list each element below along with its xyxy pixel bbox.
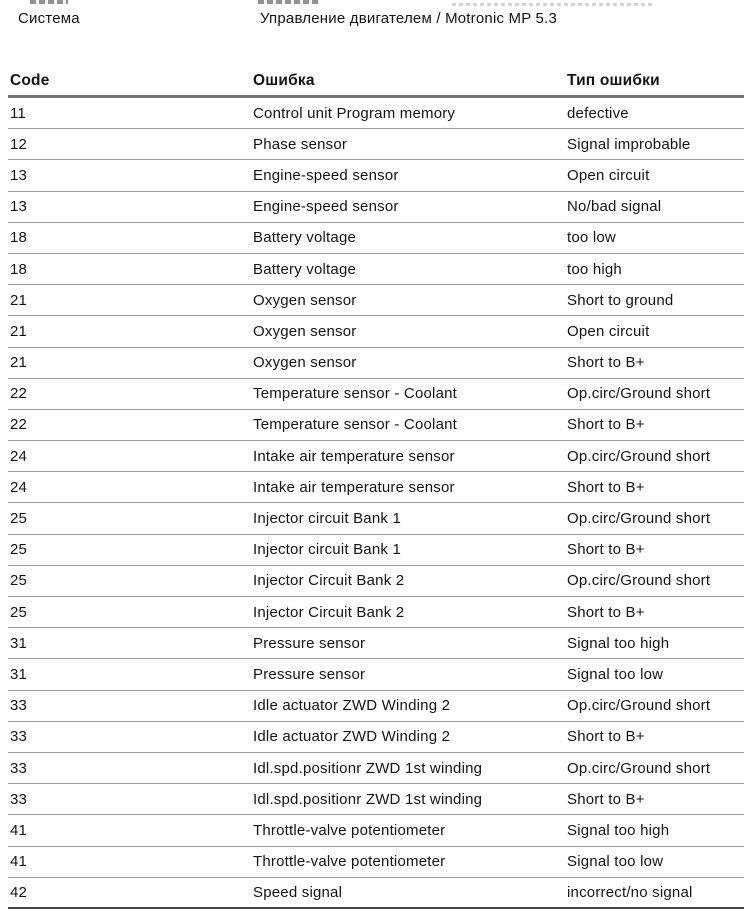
table-row: [8, 722, 744, 753]
cell-error-type: Signal improbable: [567, 135, 691, 153]
cell-code: 12: [10, 135, 28, 153]
table-row: [8, 847, 744, 878]
cell-error-type: Signal too low: [567, 665, 664, 683]
table-row: [8, 566, 744, 597]
cell-error: Temperature sensor - Coolant: [253, 385, 458, 403]
table-row: [8, 815, 744, 846]
cell-error-type: defective: [567, 104, 629, 122]
cell-error: Engine-speed sensor: [253, 166, 399, 184]
table-row: [8, 285, 744, 316]
cell-error: Injector Circuit Bank 2: [253, 572, 405, 590]
cell-error: Pressure sensor: [253, 634, 366, 652]
column-header-error: Ошибка: [253, 72, 315, 89]
cell-error: Oxygen sensor: [253, 322, 357, 340]
cell-code: 41: [10, 821, 28, 839]
column-header-error-type: Тип ошибки: [567, 72, 660, 89]
cell-code: 33: [10, 728, 28, 746]
cell-error-type: Op.circ/Ground short: [567, 759, 711, 777]
cell-code: 22: [10, 416, 28, 434]
cell-code: 24: [10, 447, 28, 465]
column-header-code: Code: [10, 72, 50, 89]
cell-code: 42: [10, 883, 28, 901]
cell-error-type: Open circuit: [567, 166, 650, 184]
cell-code: 21: [10, 291, 28, 309]
cell-code: 22: [10, 385, 28, 403]
cell-error: Temperature sensor - Coolant: [253, 416, 458, 434]
cell-error-type: Short to B+: [567, 354, 645, 372]
table-row: [8, 597, 744, 628]
table-row: [8, 472, 744, 503]
table-row: [8, 628, 744, 659]
table-row: [8, 223, 744, 254]
table-row: [8, 254, 744, 285]
table-row: [8, 753, 744, 784]
table-row: [8, 316, 744, 347]
cell-error: Battery voltage: [253, 260, 357, 278]
cell-code: 11: [10, 104, 26, 122]
cell-error-type: Signal too low: [567, 853, 664, 871]
cell-error: Oxygen sensor: [253, 291, 357, 309]
table-row: [8, 192, 744, 223]
cell-error-type: Op.circ/Ground short: [567, 447, 711, 465]
cell-code: 25: [10, 572, 28, 590]
clipped-row-artifact: [30, 0, 68, 4]
cell-error: Intake air temperature sensor: [253, 447, 455, 465]
table-row: [8, 878, 744, 909]
cell-error-type: Short to B+: [567, 728, 645, 746]
table-row: [8, 503, 744, 534]
cell-code: 24: [10, 478, 28, 496]
cell-error-type: Short to ground: [567, 291, 674, 309]
cell-error: Idle actuator ZWD Winding 2: [253, 728, 451, 746]
cell-error: Oxygen sensor: [253, 354, 357, 372]
table-row: [8, 410, 744, 441]
clipped-row-artifact: [258, 0, 320, 4]
table-row: [8, 784, 744, 815]
cell-error-type: too high: [567, 260, 622, 278]
cell-code: 18: [10, 229, 28, 247]
cell-error: Speed signal: [253, 883, 343, 901]
cell-error-type: too low: [567, 229, 616, 247]
table-row: [8, 129, 744, 160]
cell-error: Injector circuit Bank 1: [253, 541, 401, 559]
cell-error: Injector Circuit Bank 2: [253, 603, 405, 621]
cell-code: 31: [10, 634, 28, 652]
cell-error: Idl.spd.positionr ZWD 1st winding: [253, 759, 483, 777]
cell-error: Battery voltage: [253, 229, 357, 247]
fault-table-body: [8, 98, 744, 909]
cell-error-type: Open circuit: [567, 322, 650, 340]
cell-error-type: No/bad signal: [567, 198, 662, 216]
cell-error-type: Short to B+: [567, 603, 645, 621]
cell-code: 31: [10, 665, 28, 683]
cell-error: Engine-speed sensor: [253, 198, 399, 216]
table-row: [8, 441, 744, 472]
cell-error-type: Short to B+: [567, 790, 645, 808]
cell-error: Pressure sensor: [253, 665, 366, 683]
cell-code: 25: [10, 510, 28, 528]
cell-error-type: Short to B+: [567, 416, 645, 434]
cell-code: 21: [10, 354, 28, 372]
cell-error-type: Op.circ/Ground short: [567, 510, 711, 528]
cell-error: Control unit Program memory: [253, 104, 456, 122]
cell-code: 33: [10, 697, 28, 715]
cell-error: Injector circuit Bank 1: [253, 510, 401, 528]
system-value: Управление двигателем / Motronic MP 5.3: [260, 10, 557, 27]
cell-code: 13: [10, 166, 28, 184]
cell-error-type: Short to B+: [567, 478, 645, 496]
cell-code: 33: [10, 790, 28, 808]
cell-code: 13: [10, 198, 28, 216]
cell-error: Idle actuator ZWD Winding 2: [253, 697, 451, 715]
table-row: [8, 659, 744, 690]
cell-error: Intake air temperature sensor: [253, 478, 455, 496]
clipped-row-artifact: [452, 3, 652, 6]
table-row: [8, 98, 744, 129]
cell-code: 18: [10, 260, 28, 278]
cell-error-type: Op.circ/Ground short: [567, 572, 711, 590]
cell-error: Throttle-valve potentiometer: [253, 821, 446, 839]
cell-code: 33: [10, 759, 28, 777]
system-label: Система: [18, 10, 80, 27]
cell-error-type: Op.circ/Ground short: [567, 385, 711, 403]
table-row: [8, 379, 744, 410]
cell-code: 41: [10, 853, 28, 871]
cell-error: Phase sensor: [253, 135, 348, 153]
cell-error-type: incorrect/no signal: [567, 883, 693, 901]
cell-error-type: Signal too high: [567, 634, 670, 652]
table-row: [8, 348, 744, 379]
cell-error: Throttle-valve potentiometer: [253, 853, 446, 871]
cell-error-type: Op.circ/Ground short: [567, 697, 711, 715]
table-row: [8, 160, 744, 191]
cell-error-type: Short to B+: [567, 541, 645, 559]
table-row: [8, 535, 744, 566]
cell-code: 25: [10, 541, 28, 559]
cell-code: 21: [10, 322, 28, 340]
cell-code: 25: [10, 603, 28, 621]
table-row: [8, 691, 744, 722]
cell-error-type: Signal too high: [567, 821, 670, 839]
cell-error: Idl.spd.positionr ZWD 1st winding: [253, 790, 483, 808]
